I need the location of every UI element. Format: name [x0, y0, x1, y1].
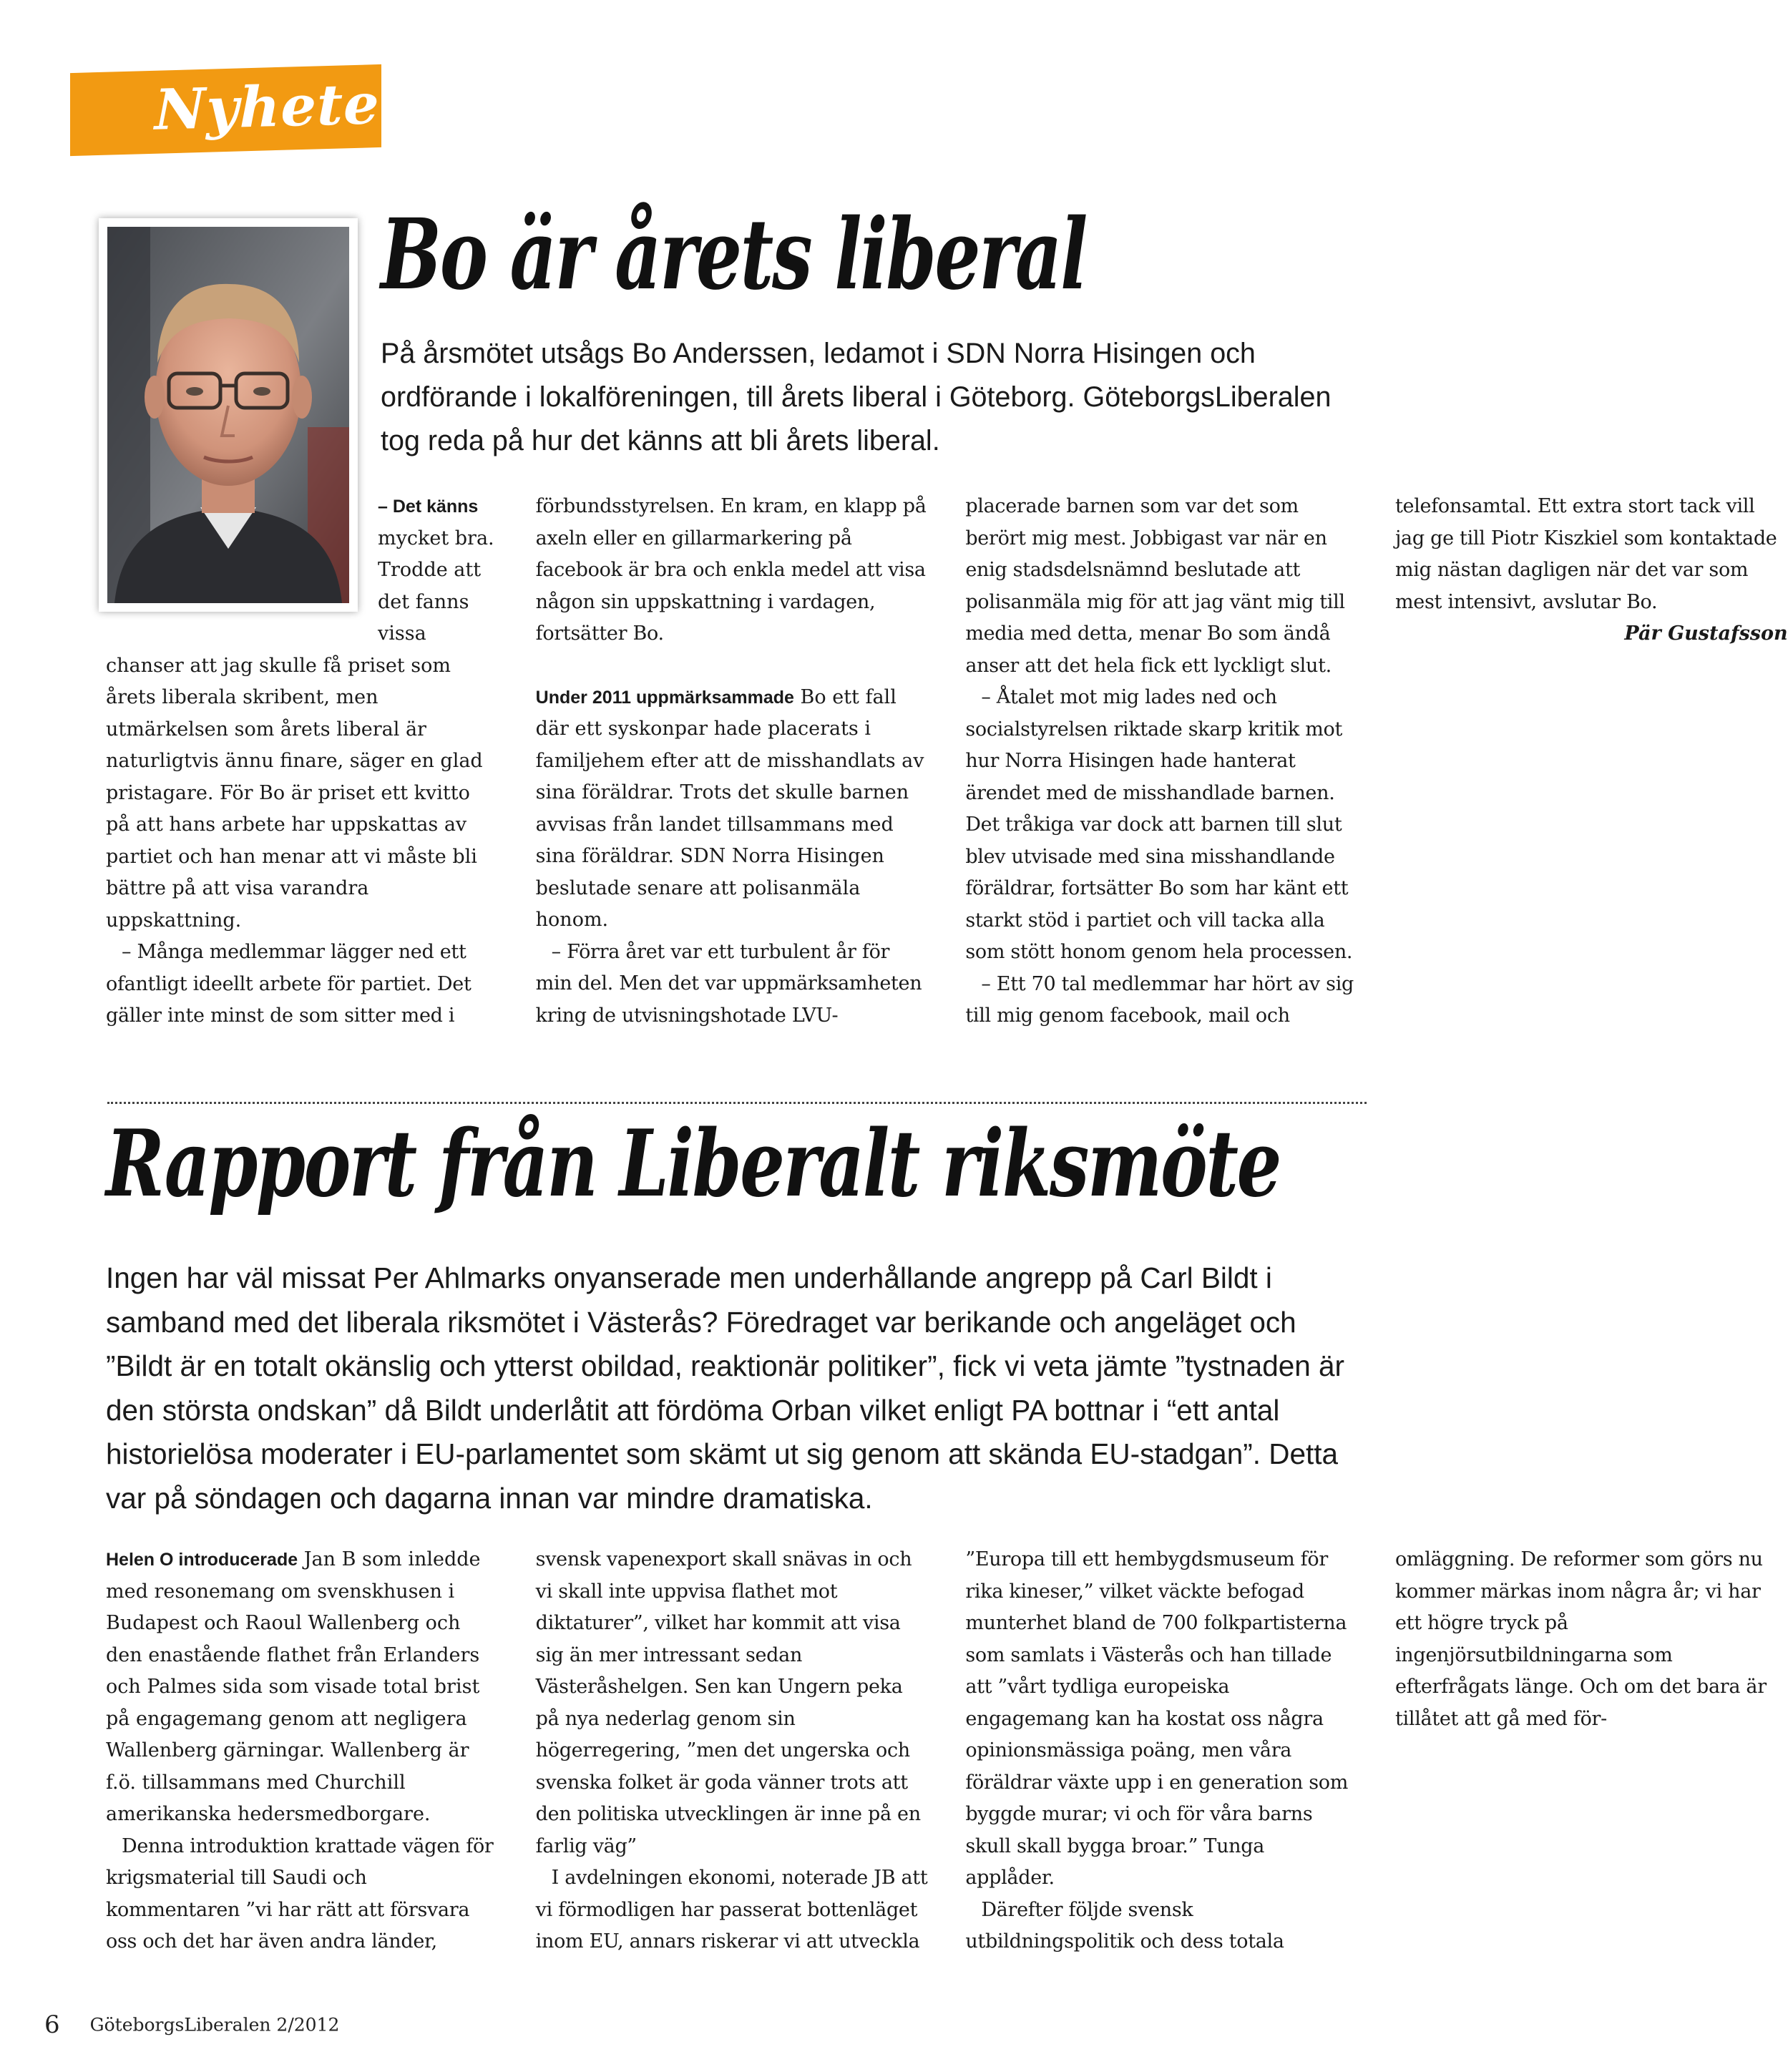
article2-paragraph: Denna introduktion krattade vägen för krigsmaterial till Saudi och kommentaren ”vi har rätt att försvara oss och det har även andra länder, svensk vapenexport skall snävas in och vi skall inte uppvisa flathet mot diktaturer”, vilket har kommit att visa sig än mer intressant sedan Västeråshelgen. Sen kan Ungern peka på nya nederlag genom sin högerregering, ”men det ungerska och svenska folket är goda vänner trots att den politiska utvecklingen är inne på en farlig väg” [106, 1548, 921, 1953]
photo-wrap-space [106, 491, 378, 650]
article1-headline: Bo är årets liberal [381, 197, 1087, 312]
article1-paragraph: – Ett 70 tal medlemmar har hört av sig till mig genom facebook, mail och telefonsamtal. Ett extra stort tack vill jag ge till Piotr Kiszkiel som kontaktade mig nästan dagligen när det var som mest intensivt, avslutar Bo. [965, 495, 1777, 1027]
article1-paragraph: – Förra året var ett turbulent år för min del. Men det var uppmärksamheten kring de utvisningshotade LVU-placerade barnen som var det som berört mig mest. Jobbigast var när en enig stadsdelsnämnd beslutade att polisanmäla mig för att jag vänt mig till media med detta, menar Bo som ändå anser att det hela fick ett lyckligt slut. [535, 495, 1345, 1027]
article1-text: mycket bra. Trodde att det fanns vissa chanser att jag skulle få priset som årets liberala skribent, men utmärkelsen som årets liberal är naturligtvis ännu finare, säger en glad pristagare. För Bo är priset ett kvitto på att hans arbete har uppskattas av partiet och han menar att vi måste bli bättre på att visa varandra uppskattning. [106, 527, 494, 932]
article2-lead: Ingen har väl missat Per Ahlmarks onyanserade men underhållande angrepp på Carl Bildt i samband med det liberala riksmötet i Västerås? Föredraget var berikande och angeläget och ”Bildt är en totalt okänslig och ytterst obildad, reaktionär politiker”, fick vi veta jämte ”tystnaden är den största ondskan” då Bildt underlåtit att fördöma Orban vilket enligt PA bottnar i “ett antal historielösa moderater i EU-parlamentet som skämt ut sig genom att skända EU-stadgan”. Detta var på söndagen och dagarna innan var mindre dramatiska. [106, 1261, 1345, 1515]
article1-text: Bo ett fall där ett syskonpar hade placerats i familjehem efter att de misshandlats av sina föräldrar. Trots det skulle barnen avvisas från landet tillsammans med sina föräldrar. SDN Norra Hisingen beslutade senare att polisanmäla honom. [535, 685, 924, 931]
publication-name: GöteborgsLiberalen 2/2012 [89, 2014, 340, 2036]
page-number: 6 [44, 2010, 60, 2039]
article2-paragraph: Därefter följde svensk utbildningspolitik och dess totala omläggning. De reformer som görs nu kommer märkas inom några år; vi har ett högre tryck på ingenjörsutbildningarna som efterfrågats länge. Och om det bara är tillåtet att gå med för- [965, 1548, 1767, 1953]
section-tab [70, 64, 410, 156]
page-footer [44, 2010, 339, 2039]
article1-lead-in: – Det känns [378, 497, 479, 517]
article1-body [106, 491, 1788, 1063]
article2-body [106, 1544, 1767, 1959]
article1-paragraph [536, 682, 929, 937]
section-divider [107, 1102, 1367, 1104]
article1-lead-in: Under 2011 uppmärksammade [535, 687, 794, 708]
article2-lead-in: Helen O introducerade [106, 1550, 298, 1570]
article1-paragraph: – Många medlemmar lägger ned ett ofantligt ideellt arbete för partiet. Det gäller inte minst de som sitter med i förbundsstyrelsen. En kram, en klapp på axeln eller en gillarmarkering på facebook är bra och enkla medel att visa någon sin uppskattning i vardagen, fortsätter Bo. [106, 495, 927, 1027]
section-label: Nyheter [155, 70, 410, 143]
article1-paragraph: – Åtalet mot mig lades ned och socialstyrelsen riktade skarp kritik mot hur Norra Hisingen hade hanterat ärendet med de misshandlade barnen. Det tråkiga var dock att barnen till slut blev utvisade med sina misshandlande föräldrar, fortsätter Bo som har känt ett starkt stöd i partiet och vill tacka alla som stött honom genom hela processen. [965, 686, 1353, 963]
paragraph-gap [536, 650, 929, 682]
article2-paragraph: I avdelningen ekonomi, noterade JB att vi förmodligen har passerat bottenläget inom EU, annars riskerar vi att utveckla ”Europa till ett hembygdsmuseum för rika kineser,” vilket väckte befogad munterhet bland de 700 folkpartisterna som samlats i Västerås och han tillade att ”vårt tydliga europeiska engagemang kan ha kostat oss några opinionsmässiga poäng, men våra föräldrar växte upp i en generation som byggde murar; vi och för våra barns skull skall bygga broar.” Tunga applåder. [535, 1548, 1349, 1953]
article1-lead: På årsmötet utsågs Bo Anderssen, ledamot i SDN Norra Hisingen och ordförande i lokalföreningen, till årets liberal i Göteborg. GöteborgsLiberalen tog reda på hur det känns att bli årets liberal. [381, 338, 1332, 456]
article2-headline: Rapport från Liberalt riksmöte [106, 1110, 1281, 1218]
article2-paragraph [106, 1544, 499, 1831]
article1-byline: Pär Gustafsson [1624, 622, 1788, 645]
article2-text: Jan B som inledde med resonemang om svenskhusen i Budapest och Raoul Wallenberg och den enastående flathet från Erlanders och Palmes sida som visade total brist på engagemang genom att negligera Wallenberg gärningar. Wallenberg är f.ö. tillsammans med Churchill amerikanska hedersmedborgare. [106, 1548, 481, 1825]
